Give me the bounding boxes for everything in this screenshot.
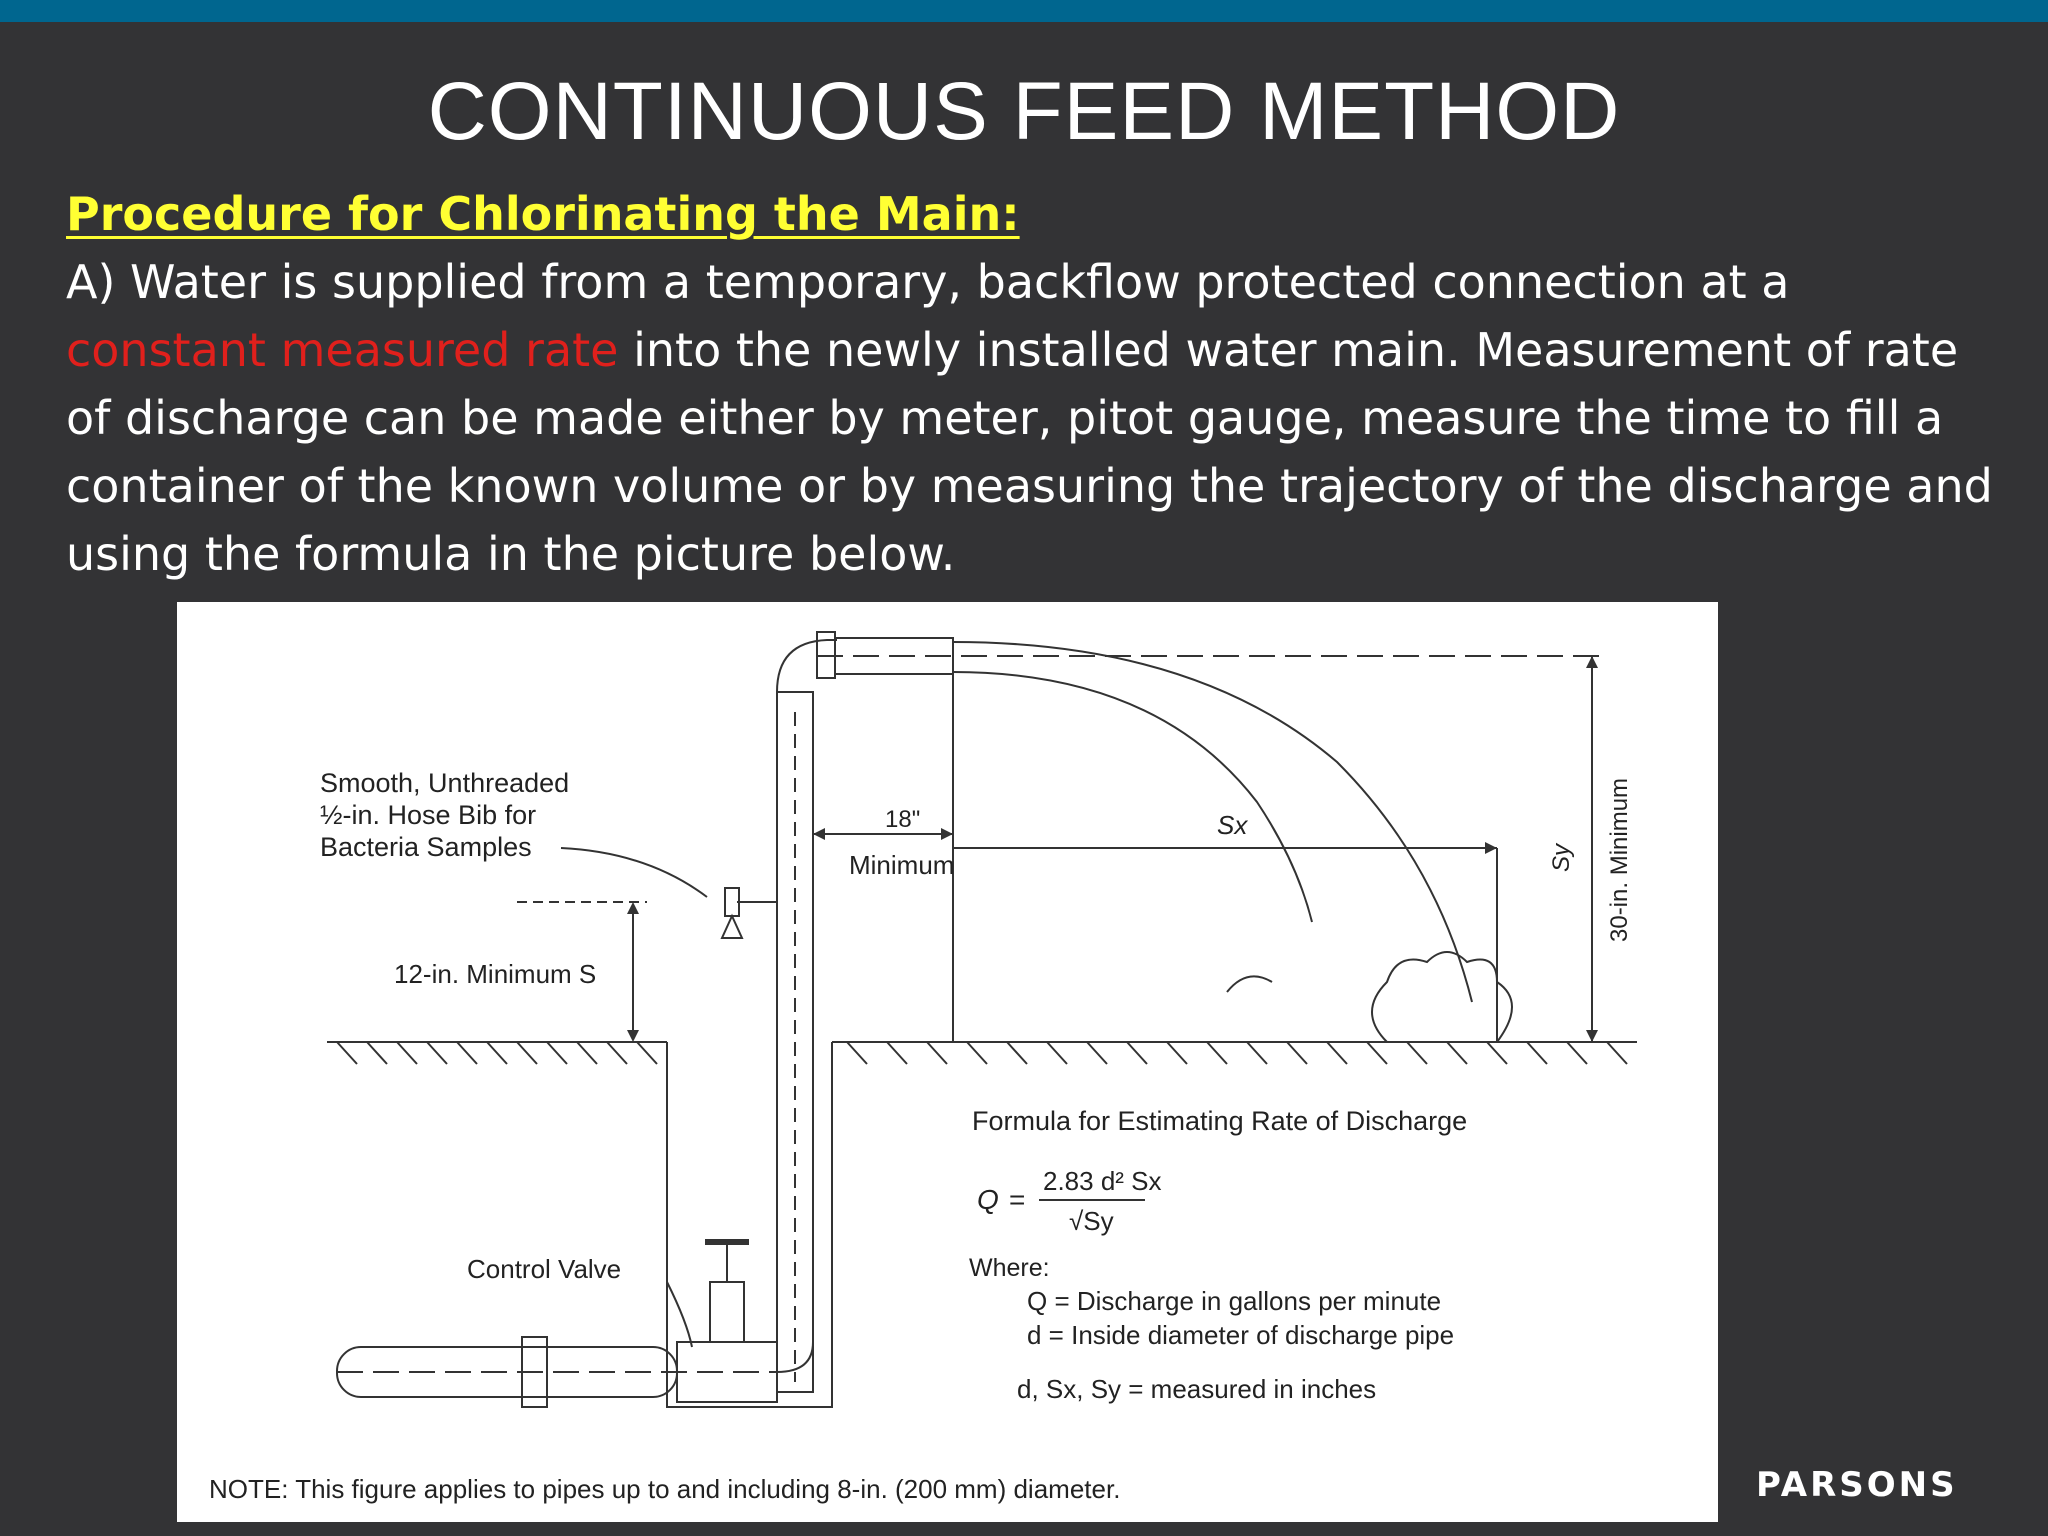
body-text [66, 180, 2026, 588]
valve-body [677, 1342, 777, 1402]
dim-30-label: 30-in. Minimum [1606, 777, 1633, 942]
control-valve-label: Control Valve [467, 1254, 622, 1284]
paragraph-line-2 [66, 316, 2026, 384]
parsons-logo: PARSONS [1756, 1465, 1958, 1505]
paragraph-line-4: container of the known volume or by measuring the trajectory of the discharge and [66, 459, 1993, 513]
dim-sx-arrow [1485, 842, 1497, 854]
hose-bib-label-2: ½-in. Hose Bib for [320, 800, 537, 830]
splash [1372, 952, 1512, 1042]
control-valve-leader [667, 1282, 692, 1347]
formula-denominator: √Sy [1069, 1206, 1114, 1236]
procedure-heading-line [66, 180, 2026, 248]
d-definition: d = Inside diameter of discharge pipe [1027, 1320, 1455, 1350]
hose-bib-spout [722, 916, 742, 938]
highlight-text: constant measured rate [66, 323, 619, 377]
formula-q: Q [977, 1184, 999, 1215]
trajectory-outer [953, 642, 1472, 1002]
ground-hatch-right [847, 1042, 1627, 1064]
where-label: Where: [969, 1254, 1050, 1282]
valve-bonnet [710, 1282, 744, 1342]
top-elbow [777, 640, 837, 692]
dim-12-arrow-top [627, 902, 639, 914]
sy-label: Sy [1548, 843, 1575, 872]
dim-sy-arrow-top [1586, 656, 1598, 668]
figure-note: NOTE: This figure applies to pipes up to and including 8-in. (200 mm) diameter. [209, 1474, 1121, 1504]
procedure-heading: Procedure for Chlorinating the Main: [66, 187, 1020, 241]
dim-sy-arrow-bottom [1586, 1030, 1598, 1042]
paragraph-line-2-rest: into the newly installed water main. Measurement of rate [618, 323, 1959, 377]
splash-small [1227, 976, 1272, 992]
sx-label: Sx [1217, 810, 1248, 840]
q-definition: Q = Discharge in gallons per minute [1027, 1286, 1442, 1316]
hose-bib-label-3: Bacteria Samples [320, 832, 532, 862]
hose-bib-label-1: Smooth, Unthreaded [320, 768, 570, 798]
slide-title: CONTINUOUS FEED METHOD [427, 66, 1621, 157]
ground-hatch-left [337, 1042, 657, 1064]
trench [667, 1042, 832, 1407]
formula-numerator: 2.83 d² Sx [1043, 1166, 1162, 1196]
dim-12-arrow-bottom [627, 1030, 639, 1042]
formula-equals: = [1009, 1184, 1026, 1215]
top-accent-bar [0, 0, 2048, 22]
dim-18-label: 18" [885, 806, 921, 833]
hose-bib-leader [561, 848, 707, 897]
min-12-label: 12-in. Minimum S [394, 959, 597, 989]
measured-note: d, Sx, Sy = measured in inches [1017, 1374, 1377, 1404]
formula-title: Formula for Estimating Rate of Discharge [972, 1106, 1468, 1136]
discharge-diagram [177, 602, 1718, 1522]
paragraph-line-3: of discharge can be made either by meter, pitot gauge, measure the time to fill a [66, 391, 1944, 445]
hose-bib-body [725, 888, 739, 916]
paragraph-line-1: A) Water is supplied from a temporary, backflow protected connection at a [66, 255, 1790, 309]
paragraph-line-5: using the formula in the picture below. [66, 527, 956, 581]
dim-18-arrow-left [813, 828, 825, 840]
diagram-svg [177, 602, 1718, 1522]
dim-18-sub-label: Minimum [849, 850, 955, 880]
dim-18-arrow-right [941, 828, 953, 840]
trajectory-inner [953, 672, 1312, 922]
